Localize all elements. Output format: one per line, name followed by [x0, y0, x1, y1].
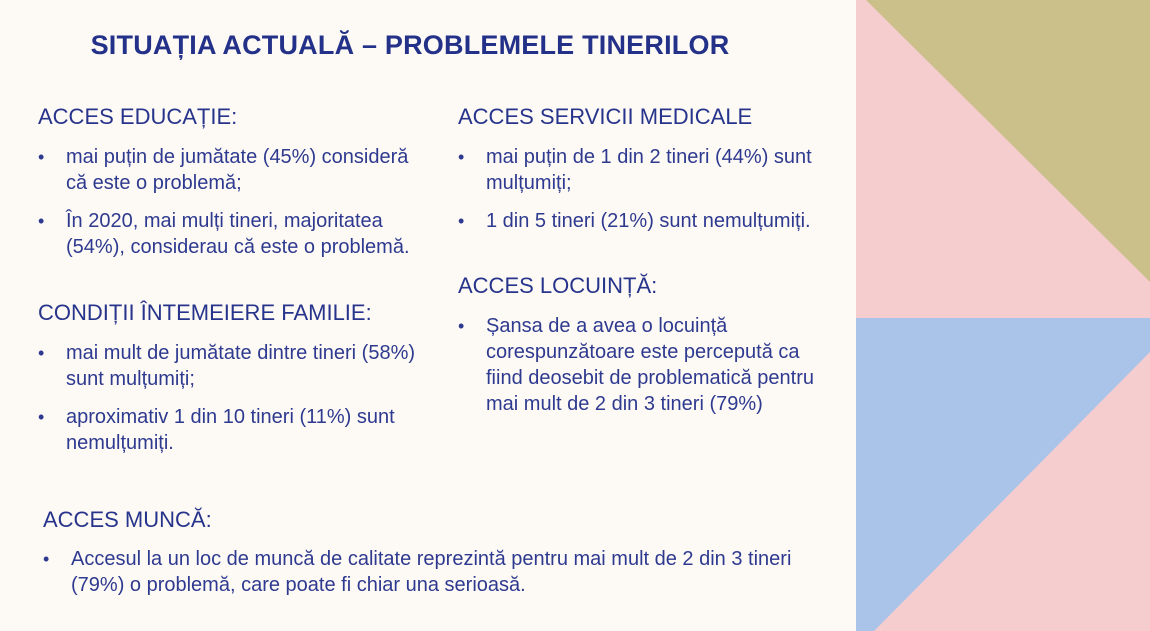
list-item: • mai puțin de jumătate (45%) consideră că este o problemă;: [38, 144, 418, 196]
list-education: [38, 144, 418, 272]
list-item: • aproximativ 1 din 10 tineri (11%) sunt nemulțumiți.: [38, 404, 418, 456]
list-item: • În 2020, mai mulți tineri, majoritatea (54%), considerau că este o problemă.: [38, 208, 418, 260]
list-item: • mai puțin de 1 din 2 tineri (44%) sunt mulțumiți;: [458, 144, 818, 196]
list-work: [43, 546, 833, 610]
decorative-triangles: [856, 0, 1150, 631]
page-title: SITUAȚIA ACTUALĂ – PROBLEMELE TINERILOR: [90, 30, 730, 60]
heading-family: CONDIȚII ÎNTEMEIERE FAMILIE:: [38, 300, 372, 325]
heading-work: ACCES MUNCĂ:: [43, 507, 212, 532]
list-item: • Accesul la un loc de muncă de calitate reprezintă pentru mai mult de 2 din 3 tineri (79%) o problemă, care poate fi chiar una serioasă.: [43, 546, 833, 598]
list-medical: [458, 144, 818, 246]
heading-medical: ACCES SERVICII MEDICALE: [458, 104, 753, 129]
heading-housing: ACCES LOCUINȚĂ:: [458, 273, 658, 298]
list-item: • mai mult de jumătate dintre tineri (58%) sunt mulțumiți;: [38, 340, 418, 392]
list-item: • 1 din 5 tineri (21%) sunt nemulțumiți.: [458, 208, 818, 234]
list-family: [38, 340, 418, 468]
list-housing: [458, 313, 818, 429]
list-item: • Șansa de a avea o locuință corespunzătoare este percepută ca fiind deosebit de problematică pentru mai mult de 2 din 3 tineri (79%): [458, 313, 818, 417]
heading-education: ACCES EDUCAȚIE:: [38, 104, 238, 129]
